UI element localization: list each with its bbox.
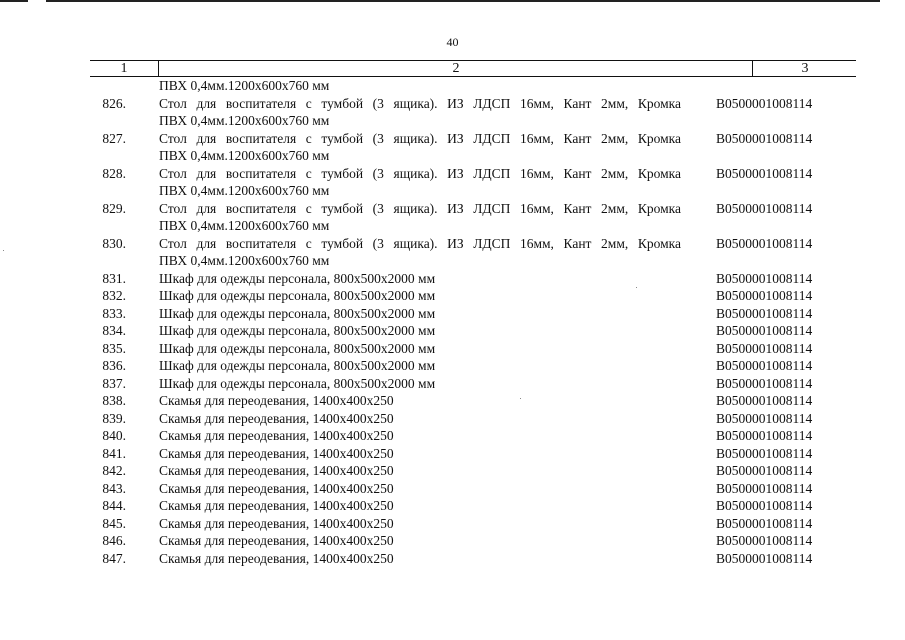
table-header-col-1: 1	[120, 61, 128, 76]
row-number: 842.	[102, 463, 126, 478]
table-row	[90, 235, 856, 270]
row-description	[159, 165, 681, 200]
row-description-line-1: Шкаф для одежды персонала, 800х500х2000 мм	[159, 305, 436, 321]
continuation-text: ПВХ 0,4мм.1200х600х760 мм	[159, 78, 330, 93]
row-description	[159, 392, 681, 410]
row-number: 847.	[102, 550, 126, 566]
row-number: 826.	[102, 95, 126, 111]
row-number: 845.	[102, 515, 126, 531]
row-number: 827.	[102, 130, 126, 146]
row-description	[159, 427, 681, 445]
row-description-line-1: Скамья для переодевания, 1400х400х250	[159, 410, 394, 426]
row-description-line-1: Скамья для переодевания, 1400х400х250	[159, 480, 394, 496]
row-description	[159, 95, 681, 130]
row-description	[159, 410, 681, 428]
row-number: 832.	[102, 288, 126, 303]
table-row	[90, 480, 856, 498]
row-description-line-1: Скамья для переодевания, 1400х400х250	[159, 515, 394, 531]
row-code: В0500001008114	[716, 340, 813, 356]
table-row	[90, 445, 856, 463]
row-number: 838.	[102, 393, 126, 408]
row-number: 841.	[102, 445, 126, 461]
table-row	[90, 550, 856, 568]
table-row	[90, 375, 856, 393]
row-code: В0500001008114	[716, 305, 813, 321]
row-code: В0500001008114	[716, 358, 813, 373]
row-description	[159, 305, 681, 323]
row-code: В0500001008114	[716, 375, 813, 391]
page-number: 40	[446, 35, 459, 49]
row-description	[159, 462, 681, 480]
row-number: 834.	[102, 323, 126, 338]
row-description-line-2: ПВХ 0,4мм.1200х600х760 мм	[159, 253, 330, 268]
row-description-line-1: Скамья для переодевания, 1400х400х250	[159, 550, 394, 566]
scan-speck	[3, 250, 4, 251]
row-description	[159, 480, 681, 498]
row-number: 843.	[102, 480, 126, 496]
row-description-line-1: Скамья для переодевания, 1400х400х250	[159, 498, 394, 513]
row-description	[159, 532, 681, 550]
row-number: 839.	[102, 410, 126, 426]
row-description-line-1: Скамья для переодевания, 1400х400х250	[159, 463, 394, 478]
row-description-line-1: Шкаф для одежды персонала, 800х500х2000 мм	[159, 358, 436, 373]
row-description-line-1: Скамья для переодевания, 1400х400х250	[159, 393, 394, 408]
table-row	[90, 200, 856, 235]
row-code: В0500001008114	[716, 445, 813, 461]
row-description-line-1: Шкаф для одежды персонала, 800х500х2000 мм	[159, 375, 436, 391]
row-description-line-1: Стол для воспитателя с тумбой (3 ящика). ИЗ ЛДСП 16мм, Кант 2мм, Кромка	[159, 130, 681, 146]
row-code: В0500001008114	[716, 130, 813, 146]
scan-speck	[636, 287, 637, 288]
row-code: В0500001008114	[716, 165, 813, 181]
table-row	[90, 130, 856, 165]
row-code: В0500001008114	[716, 270, 813, 286]
row-description-line-2: ПВХ 0,4мм.1200х600х760 мм	[159, 148, 330, 163]
scan-top-edge-line	[0, 0, 905, 2]
table-row	[90, 497, 856, 515]
table-row	[90, 410, 856, 428]
row-description-line-1: Шкаф для одежды персонала, 800х500х2000 мм	[159, 323, 436, 338]
row-number: 835.	[102, 340, 126, 356]
row-code: В0500001008114	[716, 235, 813, 251]
row-code: В0500001008114	[716, 498, 813, 513]
row-description	[159, 200, 681, 235]
row-number: 844.	[102, 498, 126, 513]
table-header-col-3: 3	[752, 61, 857, 76]
table-row	[90, 287, 856, 305]
table-row	[90, 357, 856, 375]
row-number: 831.	[102, 270, 126, 286]
row-description-line-1: Шкаф для одежды персонала, 800х500х2000 мм	[159, 340, 436, 356]
row-description	[159, 340, 681, 358]
row-description-line-1: Стол для воспитателя с тумбой (3 ящика). ИЗ ЛДСП 16мм, Кант 2мм, Кромка	[159, 200, 681, 216]
row-description-line-2: ПВХ 0,4мм.1200х600х760 мм	[159, 183, 330, 198]
table-row	[90, 515, 856, 533]
row-number: 829.	[102, 200, 126, 216]
row-description-line-1: Стол для воспитателя с тумбой (3 ящика). ИЗ ЛДСП 16мм, Кант 2мм, Кромка	[159, 235, 681, 251]
row-code: В0500001008114	[716, 95, 813, 111]
row-code: В0500001008114	[716, 480, 813, 496]
row-code: В0500001008114	[716, 428, 813, 443]
row-description-line-1: Шкаф для одежды персонала, 800х500х2000 мм	[159, 270, 436, 286]
row-code: В0500001008114	[716, 288, 813, 303]
table-row	[90, 305, 856, 323]
row-code: В0500001008114	[716, 463, 813, 478]
row-number: 828.	[102, 165, 126, 181]
table-row	[90, 270, 856, 288]
continuation-row	[90, 77, 856, 95]
row-description	[159, 357, 681, 375]
table-header-col-2: 2	[158, 61, 753, 76]
table-row	[90, 340, 856, 358]
table-body	[90, 77, 856, 567]
table-row	[90, 462, 856, 480]
table-row	[90, 165, 856, 200]
row-number: 840.	[102, 428, 126, 443]
table-row	[90, 95, 856, 130]
row-number: 836.	[102, 358, 126, 373]
row-number: 837.	[102, 375, 126, 391]
row-description-line-2: ПВХ 0,4мм.1200х600х760 мм	[159, 218, 330, 233]
table-row	[90, 322, 856, 340]
row-description	[159, 270, 681, 288]
row-number: 833.	[102, 305, 126, 321]
row-number: 846.	[102, 533, 126, 548]
row-description-line-1: Шкаф для одежды персонала, 800х500х2000 мм	[159, 288, 436, 303]
row-description-line-1: Скамья для переодевания, 1400х400х250	[159, 428, 394, 443]
row-code: В0500001008114	[716, 533, 813, 548]
row-code: В0500001008114	[716, 515, 813, 531]
row-description-line-2: ПВХ 0,4мм.1200х600х760 мм	[159, 113, 330, 128]
row-description-line-1: Стол для воспитателя с тумбой (3 ящика). ИЗ ЛДСП 16мм, Кант 2мм, Кромка	[159, 165, 681, 181]
row-description	[159, 287, 681, 305]
row-code: В0500001008114	[716, 550, 813, 566]
scan-speck	[520, 398, 521, 399]
row-description-line-1: Скамья для переодевания, 1400х400х250	[159, 533, 394, 548]
row-description	[159, 235, 681, 270]
row-description	[159, 445, 681, 463]
row-description	[159, 375, 681, 393]
table-row	[90, 532, 856, 550]
row-code: В0500001008114	[716, 323, 813, 338]
row-description	[159, 550, 681, 568]
row-number: 830.	[102, 235, 126, 251]
row-code: В0500001008114	[716, 410, 813, 426]
row-description-line-1: Стол для воспитателя с тумбой (3 ящика). ИЗ ЛДСП 16мм, Кант 2мм, Кромка	[159, 95, 681, 111]
table-row	[90, 427, 856, 445]
table-header-row	[90, 60, 856, 77]
row-description	[159, 130, 681, 165]
row-code: В0500001008114	[716, 200, 813, 216]
row-code: В0500001008114	[716, 393, 813, 408]
row-description-line-1: Скамья для переодевания, 1400х400х250	[159, 445, 394, 461]
row-description	[159, 497, 681, 515]
row-description	[159, 322, 681, 340]
table-row	[90, 392, 856, 410]
row-description	[159, 515, 681, 533]
